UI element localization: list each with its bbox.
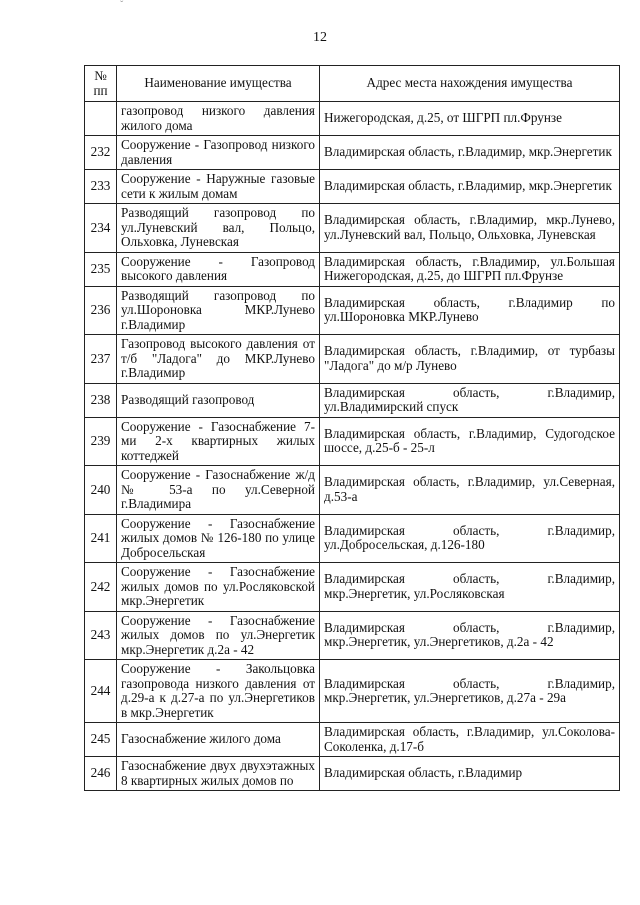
table-row [85, 611, 620, 660]
table-row [85, 286, 620, 335]
property-name: Газопровод высокого давления от т/б "Ладога" до МКР.Лунево г.Владимир [117, 335, 320, 384]
property-name: Газоснабжение жилого дома [117, 723, 320, 757]
property-name: Разводящий газопровод по ул.Луневский вал, Польцо, Ольховка, Луневская [117, 204, 320, 253]
property-name: Разводящий газопровод по ул.Шороновка МКР.Лунево г.Владимир [117, 286, 320, 335]
table-header-row [85, 66, 620, 102]
table-row [85, 466, 620, 515]
row-number: 236 [85, 286, 117, 335]
table-row [85, 383, 620, 417]
property-address: Владимирская область, г.Владимир, Судогодское шоссе, д.25-б - 25-л [320, 417, 620, 466]
property-address: Нижегородская, д.25, от ШГРП пл.Фрунзе [320, 102, 620, 136]
property-name: Сооружение - Газоснабжение 7-ми 2-х квартирных жилых коттеджей [117, 417, 320, 466]
property-address: Владимирская область, г.Владимир, мкр.Энергетик, ул.Энергетиков, д.2а - 42 [320, 611, 620, 660]
property-name: Сооружение - Газоснабжение жилых домов № 126-180 по улице Добросельская [117, 514, 320, 563]
property-address: Владимирская область, г.Владимир, ул.Владимирский спуск [320, 383, 620, 417]
property-address: Владимирская область, г.Владимир по ул.Шороновка МКР.Лунево [320, 286, 620, 335]
property-address: Владимирская область, г.Владимир [320, 757, 620, 791]
table-row [85, 170, 620, 204]
scan-mark: ˇ [120, 0, 124, 11]
property-table [84, 65, 620, 791]
row-number: 240 [85, 466, 117, 515]
row-number: 237 [85, 335, 117, 384]
property-name: Газоснабжение двух двухэтажных 8 квартирных жилых домов по [117, 757, 320, 791]
table-row [85, 563, 620, 612]
property-name: Сооружение - Газоснабжение жилых домов по ул.Энергетик мкр.Энергетик д.2а - 42 [117, 611, 320, 660]
property-name: Сооружение - Наружные газовые сети к жилым домам [117, 170, 320, 204]
property-address: Владимирская область, г.Владимир, ул.Добросельская, д.126-180 [320, 514, 620, 563]
table-row [85, 204, 620, 253]
row-number: 238 [85, 383, 117, 417]
row-number: 242 [85, 563, 117, 612]
header-address: Адрес места нахождения имущества [320, 66, 620, 102]
property-address: Владимирская область, г.Владимир, мкр.Энергетик, ул.Росляковская [320, 563, 620, 612]
table-row [85, 723, 620, 757]
row-number: 239 [85, 417, 117, 466]
property-name: Сооружение - Газопровод высокого давления [117, 252, 320, 286]
row-number: 232 [85, 136, 117, 170]
table-row [85, 417, 620, 466]
table-row [85, 514, 620, 563]
table-row [85, 136, 620, 170]
table-row [85, 660, 620, 723]
header-name: Наименование имущества [117, 66, 320, 102]
table-row [85, 102, 620, 136]
row-number: 241 [85, 514, 117, 563]
row-number: 234 [85, 204, 117, 253]
page-number: 12 [313, 30, 327, 45]
row-number [85, 102, 117, 136]
property-address: Владимирская область, г.Владимир, мкр.Лунево, ул.Луневский вал, Польцо, Ольховка, Луневская [320, 204, 620, 253]
property-name: Сооружение - Газоснабжение жилых домов по ул.Росляковской мкр.Энергетик [117, 563, 320, 612]
property-name: Сооружение - Газопровод низкого давления [117, 136, 320, 170]
property-address: Владимирская область, г.Владимир, мкр.Энергетик [320, 136, 620, 170]
table-row [85, 757, 620, 791]
property-address: Владимирская область, г.Владимир, мкр.Энергетик, ул.Энергетиков, д.27а - 29а [320, 660, 620, 723]
table-row [85, 252, 620, 286]
property-address: Владимирская область, г.Владимир, ул.Северная, д.53-а [320, 466, 620, 515]
property-name: Сооружение - Закольцовка газопровода низкого давления от д.29-а к д.27-а по ул.Энергетиков в мкр.Энергетик [117, 660, 320, 723]
property-address: Владимирская область, г.Владимир, ул.Большая Нижегородская, д.25, до ШГРП пл.Фрунзе [320, 252, 620, 286]
row-number: 244 [85, 660, 117, 723]
property-name: газопровод низкого давления жилого дома [117, 102, 320, 136]
property-address: Владимирская область, г.Владимир, ул.Соколова-Соколенка, д.17-б [320, 723, 620, 757]
row-number: 245 [85, 723, 117, 757]
table-row [85, 335, 620, 384]
header-num: № пп [85, 66, 117, 102]
row-number: 246 [85, 757, 117, 791]
row-number: 235 [85, 252, 117, 286]
row-number: 233 [85, 170, 117, 204]
row-number: 243 [85, 611, 117, 660]
property-address: Владимирская область, г.Владимир, мкр.Энергетик [320, 170, 620, 204]
property-name: Сооружение - Газоснабжение ж/д № 53-а по ул.Северной г.Владимира [117, 466, 320, 515]
property-name: Разводящий газопровод [117, 383, 320, 417]
property-address: Владимирская область, г.Владимир, от турбазы "Ладога" до м/р Лунево [320, 335, 620, 384]
